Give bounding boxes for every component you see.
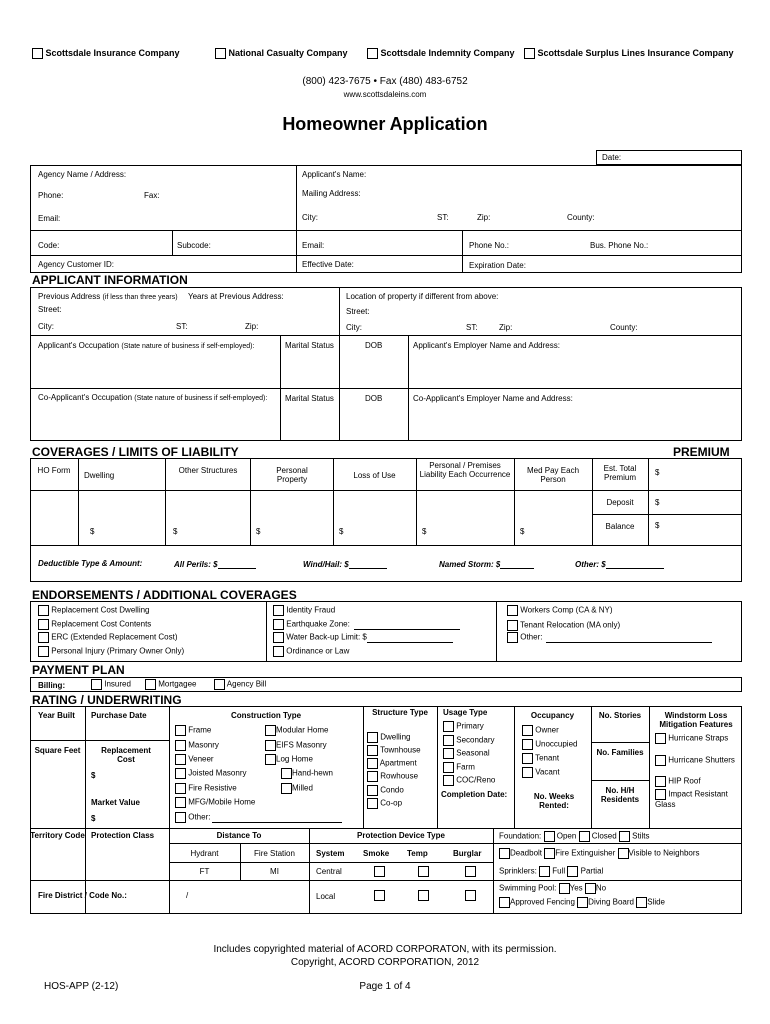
local-smoke-checkbox[interactable] [374, 890, 385, 901]
co-dob-label: DOB [365, 394, 383, 403]
payment-plan-header: PAYMENT PLAN [32, 663, 125, 677]
approved-fencing-checkbox[interactable] [499, 897, 510, 908]
endorsement-tenant-relocation[interactable]: Tenant Relocation (MA only) [507, 620, 620, 631]
named-storm-field[interactable]: Named Storm: $ [439, 559, 534, 569]
construction-type-label: Construction Type [230, 711, 302, 720]
med-pay-header: Med Pay Each Person [526, 466, 580, 484]
sprinklers-row: Sprinklers: Full Partial [499, 866, 604, 876]
coverages-header: COVERAGES / LIMITS OF LIABILITY [32, 445, 239, 459]
ft-label: FT [199, 867, 210, 876]
deposit-dollar: $ [655, 498, 660, 507]
billing-agency-bill[interactable]: Agency Bill [214, 679, 266, 690]
county2-label: County: [610, 323, 638, 332]
residents-label: No. H/H Residents [600, 786, 640, 804]
replacement-cost-label: Replacement Cost [101, 746, 151, 764]
loss-of-use-header: Loss of Use [353, 471, 396, 480]
fire-district-slash: / [186, 891, 189, 900]
fax-label: Fax: [144, 191, 160, 200]
burglar-label: Burglar [453, 849, 482, 858]
central-temp-checkbox[interactable] [418, 866, 429, 877]
effective-date-label: Effective Date: [302, 260, 354, 269]
est-total-dollar: $ [655, 468, 660, 477]
construction-joisted-masonry[interactable]: Joisted Masonry [175, 768, 246, 779]
weeks-rented-label: No. Weeks Rented: [533, 792, 575, 810]
page-number: Page 1 of 4 [359, 981, 411, 992]
date-label: Date: [602, 153, 622, 162]
territory-code-label: Territory Code [30, 831, 85, 840]
billing-mortgagee[interactable]: Mortgagee [145, 679, 196, 690]
website: www.scottsdaleins.com [343, 90, 427, 99]
dob-label: DOB [365, 341, 383, 350]
fire-station-label: Fire Station [254, 849, 295, 858]
applicant-info-block [30, 287, 742, 441]
zip-label: Zip: [245, 322, 259, 331]
co-employer-label: Co-Applicant's Employer Name and Address: [413, 394, 573, 403]
deductible-label: Deductible Type & Amount: [38, 559, 143, 568]
email-label: Email: [38, 214, 61, 223]
occupancy-owner[interactable]: Owner [522, 725, 559, 736]
personal-property-header: Personal Property [276, 466, 308, 484]
sprinkler-partial-checkbox[interactable] [567, 866, 578, 877]
stories-label: No. Stories [598, 711, 642, 720]
endorsement-workers-comp[interactable]: Workers Comp (CA & NY) [507, 605, 613, 616]
premium-header: PREMIUM [673, 445, 730, 459]
dwelling-header: Dwelling [84, 471, 115, 480]
billing-label: Billing: [38, 681, 66, 690]
endorsement-identity-fraud[interactable]: Identity Fraud [273, 605, 335, 616]
checkbox[interactable] [524, 48, 535, 59]
distance-to-label: Distance To [216, 831, 262, 840]
occupancy-unoccupied[interactable]: Unoccupied [522, 739, 577, 750]
usage-seasonal[interactable]: Seasonal [443, 748, 490, 759]
sprinkler-full-checkbox[interactable] [539, 866, 550, 877]
liability-dollar: $ [422, 527, 427, 536]
years-at-address-label: Years at Previous Address: [188, 292, 284, 301]
occupation-label: Applicant's Occupation (State nature of business if self-employed): [38, 341, 255, 350]
occupancy-label: Occupancy [530, 711, 575, 720]
structure-townhouse[interactable]: Townhouse [367, 745, 421, 756]
all-perils-field[interactable]: All Perils: $ [174, 559, 256, 569]
protection-device-label: Protection Device Type [357, 831, 445, 840]
construction-mobile-home[interactable]: MFG/Mobile Home [175, 797, 255, 808]
co-marital-label: Marital Status [285, 394, 334, 403]
windstorm-hip-roof[interactable]: HIP Roof [655, 776, 701, 787]
page-title: Homeowner Application [282, 114, 488, 134]
applicant-name-label: Applicant's Name: [302, 170, 367, 179]
personal-property-dollar: $ [256, 527, 261, 536]
other-deductible-field[interactable]: Other: $ [575, 559, 664, 569]
pool-yes-checkbox[interactable] [559, 883, 570, 894]
city-label: City: [302, 213, 318, 222]
construction-frame[interactable]: Frame [175, 725, 211, 736]
code-label: Code: [38, 241, 60, 250]
est-total-header: Est. Total Premium [603, 464, 637, 482]
expiration-date-label: Expiration Date: [469, 261, 526, 270]
hydrant-label: Hydrant [190, 849, 219, 858]
central-burglar-checkbox[interactable] [465, 866, 476, 877]
balance-label: Balance [605, 522, 635, 531]
co-occupation-label: Co-Applicant's Occupation (State nature of business if self-employed): [38, 393, 268, 402]
windstorm-hurricane-straps[interactable]: Hurricane Straps [655, 733, 739, 744]
slide-checkbox[interactable] [636, 897, 647, 908]
phone-label: Phone: [38, 191, 64, 200]
smoke-label: Smoke [363, 849, 390, 858]
zip2-label: Zip: [499, 323, 513, 332]
med-pay-dollar: $ [520, 527, 525, 536]
usage-coc-reno[interactable]: COC/Reno [443, 775, 495, 786]
construction-masonry[interactable]: Masonry [175, 740, 219, 751]
endorsement-personal-injury[interactable]: Personal Injury (Primary Owner Only) [38, 646, 184, 657]
structure-condo[interactable]: Condo [367, 785, 404, 796]
construction-hand-hewn[interactable]: Hand-hewn [281, 768, 333, 779]
structure-coop[interactable]: Co-op [367, 798, 402, 809]
endorsements-header: ENDORSEMENTS / ADDITIONAL COVERAGES [32, 588, 297, 602]
payment-block [30, 677, 742, 692]
structure-type-label: Structure Type [372, 708, 428, 717]
other-structures-header: Other Structures [178, 466, 238, 475]
diving-board-checkbox[interactable] [577, 897, 588, 908]
ho-form-header: HO Form [37, 466, 71, 475]
central-label: Central [316, 867, 342, 876]
form-id: HOS-APP (2-12) [44, 981, 119, 992]
families-label: No. Families [596, 748, 644, 757]
windstorm-hurricane-shutters[interactable]: Hurricane Shutters [655, 755, 739, 766]
windstorm-label: Windstorm Loss Mitigation Features [659, 711, 733, 729]
temp-label: Temp [407, 849, 428, 858]
mi-label: MI [270, 867, 279, 876]
usage-farm[interactable]: Farm [443, 762, 475, 773]
fire-district-label: Fire District / Code No.: [38, 891, 127, 900]
occupancy-tenant[interactable]: Tenant [522, 753, 559, 764]
windstorm-impact-glass[interactable]: Impact Resistant Glass [655, 789, 728, 809]
occupancy-vacant[interactable]: Vacant [522, 767, 560, 778]
rating-header: RATING / UNDERWRITING [32, 693, 182, 707]
copyright-line-2: Copyright, ACORD CORPORATION, 2012 [290, 957, 480, 968]
checkbox[interactable] [215, 48, 226, 59]
county-label: County: [567, 213, 595, 222]
customer-id-label: Agency Customer ID: [38, 260, 115, 269]
construction-milled[interactable]: Milled [281, 783, 313, 794]
street2-label: Street: [346, 307, 370, 316]
checkbox[interactable] [32, 48, 43, 59]
endorsement-water-backup[interactable]: Water Back-up Limit: $ [273, 632, 453, 643]
applicant-info-header: APPLICANT INFORMATION [32, 273, 188, 287]
location-label: Location of property if different from above: [346, 292, 499, 301]
endorsement-replacement-dwelling[interactable]: Replacement Cost Dwelling [38, 605, 150, 616]
endorsement-erc[interactable]: ERC (Extended Replacement Cost) [38, 632, 178, 643]
state-label: ST: [437, 213, 449, 222]
phone-no-label: Phone No.: [469, 241, 510, 250]
structure-dwelling[interactable]: Dwelling [367, 732, 410, 743]
foundation-closed-checkbox[interactable] [579, 831, 590, 842]
usage-primary[interactable]: Primary [443, 721, 484, 732]
liability-header: Personal / Premises Liability Each Occurrence [419, 461, 511, 479]
market-dollar: $ [91, 814, 96, 823]
construction-fire-resistive[interactable]: Fire Resistive [175, 783, 237, 794]
marital-label: Marital Status [285, 341, 334, 350]
company-option-national-casualty[interactable]: National Casualty Company [215, 48, 348, 59]
deadbolt-checkbox[interactable] [499, 848, 510, 859]
purchase-date-label: Purchase Date [91, 711, 147, 720]
usage-type-label: Usage Type [443, 708, 488, 717]
checkbox[interactable] [367, 48, 378, 59]
state2-label: ST: [466, 323, 478, 332]
email2-label: Email: [302, 241, 325, 250]
dwelling-dollar: $ [90, 527, 95, 536]
structure-rowhouse[interactable]: Rowhouse [367, 771, 418, 782]
zip-label: Zip: [477, 213, 491, 222]
copyright-line-1: Includes copyrighted material of ACORD CORPORATON, with its permission. [213, 944, 557, 955]
deposit-label: Deposit [606, 498, 634, 507]
system-label: System [316, 849, 345, 858]
company-option-scottsdale-insurance[interactable]: Scottsdale Insurance Company [32, 48, 180, 59]
central-smoke-checkbox[interactable] [374, 866, 385, 877]
deadbolt-row: Deadbolt Fire Extinguisher Visible to Neighbors [499, 848, 700, 859]
replacement-dollar: $ [91, 771, 96, 780]
agency-name-label: Agency Name / Address: [38, 170, 127, 179]
company-option-scottsdale-indemnity[interactable]: Scottsdale Indemnity Company [367, 48, 515, 59]
foundation-row: Foundation: Open Closed Stilts [499, 831, 650, 841]
year-built-label: Year Built [38, 711, 75, 720]
foundation-open-checkbox[interactable] [544, 831, 555, 842]
usage-secondary[interactable]: Secondary [443, 735, 494, 746]
pool-no-checkbox[interactable] [585, 883, 596, 894]
square-feet-label: Square Feet [34, 746, 81, 755]
bus-phone-label: Bus. Phone No.: [590, 241, 649, 250]
pool-features-row: Approved Fencing Diving Board Slide [499, 897, 665, 908]
local-burglar-checkbox[interactable] [465, 890, 476, 901]
city2-label: City: [346, 323, 362, 332]
fire-extinguisher-checkbox[interactable] [544, 848, 555, 859]
company-option-scottsdale-surplus[interactable]: Scottsdale Surplus Lines Insurance Company [524, 48, 734, 59]
previous-address-label: Previous Address (if less than three years) [38, 292, 178, 301]
city-label: City: [38, 322, 54, 331]
state-label: ST: [176, 322, 188, 331]
swimming-pool-row: Swimming Pool: Yes No [499, 883, 607, 893]
construction-veneer[interactable]: Veneer [175, 754, 214, 765]
completion-date-label: Completion Date: [441, 790, 508, 799]
wind-hail-field[interactable]: Wind/Hail: $ [303, 559, 387, 569]
endorsement-earthquake[interactable]: Earthquake Zone: [273, 619, 460, 630]
contact-phone-fax: (800) 423-7675 • Fax (480) 483-6752 [302, 76, 468, 87]
balance-dollar: $ [655, 521, 660, 530]
structure-apartment[interactable]: Apartment [367, 758, 417, 769]
protection-class-label: Protection Class [91, 831, 155, 840]
construction-other[interactable]: Other: [175, 812, 342, 823]
construction-modular-home[interactable]: Modular Home [265, 725, 328, 736]
street-label: Street: [38, 305, 62, 314]
local-label: Local [316, 892, 336, 901]
agency-applicant-block [30, 165, 742, 273]
subcode-label: Subcode: [177, 241, 211, 250]
billing-insured[interactable]: Insured [91, 679, 131, 690]
employer-label: Applicant's Employer Name and Address: [413, 341, 560, 350]
endorsement-replacement-contents[interactable]: Replacement Cost Contents [38, 619, 151, 630]
construction-log-home[interactable]: Log Home [265, 754, 313, 765]
endorsement-other[interactable]: Other: [507, 632, 712, 643]
endorsement-ordinance[interactable]: Ordinance or Law [273, 646, 349, 657]
loss-of-use-dollar: $ [339, 527, 344, 536]
construction-eifs-masonry[interactable]: EIFS Masonry [265, 740, 327, 751]
mailing-address-label: Mailing Address: [302, 189, 361, 198]
foundation-stilts-checkbox[interactable] [619, 831, 630, 842]
other-structures-dollar: $ [173, 527, 178, 536]
market-value-label: Market Value [91, 798, 140, 807]
visible-neighbors-checkbox[interactable] [618, 848, 629, 859]
local-temp-checkbox[interactable] [418, 890, 429, 901]
